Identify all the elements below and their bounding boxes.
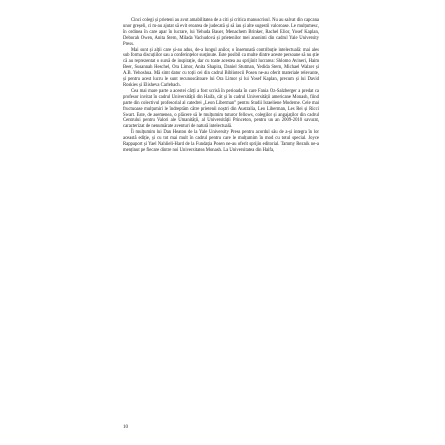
paragraph-3: Cea mai mare parte a acestei cărți a fost scrisă în perioada în care Fania Oz-Salzberger a predat ca profesor invitat în cadrul Universității din Haifa, cât și în cadrul Universității americane Monash, fiind parte din colectivul profesorial al catedrei „Leon Liberman” pentru Studii Israeliene Moderne. Cele mai fructuoase mulțumiri le îndreptăm către prietenii noștri din Australia, Leo Liberman, Les Rei și Ricci Swart. Este, de asemenea, o plăcere să le mulțumim tuturor fellows, colegilor și angajaților din cadrul Centrului pentru Valori ale Umanității, al Universității Princeton, pentru un an 2009-2010 savurat, caracterizat de nenumărate aventuri de natură intelectuală.: [123, 88, 319, 130]
paragraph-2: Mai sunt și alții care și-au adus, de-a lungul anilor, o însemnată contribuție intelectuală: mai ales sub forma discuțiilor sau a conferințelor susținute. Este posibil ca multe dintre aceste persoane să nu știe că au reprezentat o sursă de inspirație, dar cu toate acestea au sprijinit lucrarea: Shlomo Avineri, Haim Beer, Susannah Heschel, Ora Limor, Anita Shapira, Daniel Stutman, Yedida Stern, Michael Walzer și A.B. Yehoshua. Mă simt dator cu toții cei din cadrul Bibliotecii Posen ne-au oferit materiale relevante, și pentru acest lucru le sunt recunoscătoare lui Ora Limor și lui Yosef Kaplan, precum și lui David Roskies și Elisheva Carlebach.: [123, 47, 319, 88]
paragraph-4: Îi mulțumim lui Dan Heaton de la Yale University Press pentru acordul său de a-și integra în lor această ediție, și cu tot mai mult în cadrul pentru care le mulțumim în mod cu totul special. Joyce Rappaport și Yael Nahlieli-Hard de la Fundația Posen ne-au oferit sprijin editorial. Tammy Reznik ne-a menținut pe fiecare dintre noi Universitatea Monash. La Universitatea din Haifa,: [123, 130, 319, 153]
paragraph-1: Cinci colegi și prieteni au avut amabilitatea de a citi și critica manuscrisul. Nu au salvat din capcana unor greșeli, ci m-au ajutat să evit eroarea de judecată și să iau și alte sugestii valoroase. Le mulțumesc, în ordinea în care apar în lucrare, lui Yehuda Bauer, Menachem Brinker, Rachel Elior, Yosef Kaplan, Deborah Owen, Anita Stern, Milada Vachudová și prietenilor mei anonimi din cadrul Yale University Press.: [123, 18, 319, 47]
page-number: 10: [123, 425, 128, 430]
acknowledgements-text: [123, 18, 319, 154]
